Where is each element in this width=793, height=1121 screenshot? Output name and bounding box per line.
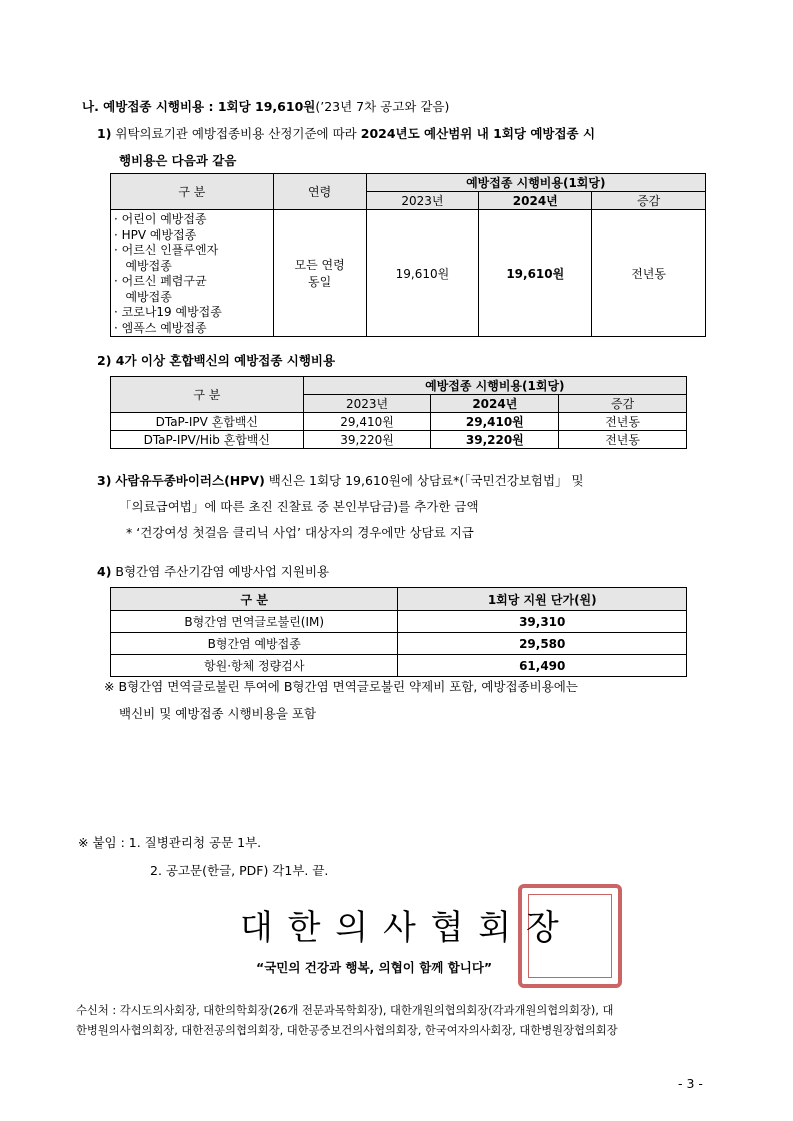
value-change: 전년동 <box>559 413 687 431</box>
item3-text-bold: 사람유두종바이러스(HPV) <box>115 473 265 488</box>
item-name: B형간염 면역글로불린(IM) <box>111 611 398 633</box>
age-cell <box>273 210 366 337</box>
table-row <box>111 413 687 431</box>
item1-text-bold: 2024년도 예산범위 내 1회당 예방접종 시 <box>360 126 596 141</box>
slogan: “국민의 건강과 행복, 의협이 함께 합니다” <box>256 960 493 975</box>
item-price: 29,580 <box>398 633 687 655</box>
item1-line2: 행비용은 다음과 같음 <box>119 153 237 168</box>
value-2024: 39,220원 <box>431 431 559 449</box>
table-row <box>111 655 687 677</box>
header-cost: 예방접종 시행비용(1회당) <box>366 174 705 192</box>
header-category: 구 분 <box>111 588 398 611</box>
item4-text: B형간염 주산기감염 예방사업 지원비용 <box>115 564 330 579</box>
item3-text: 백신은 1회당 19,610원에 상담료*(「국민건강보험법」 및 <box>268 473 584 488</box>
value-2024: 19,610원 <box>479 210 592 337</box>
list-item: · 어르신 인플루엔자 <box>114 243 219 257</box>
table-row <box>111 611 687 633</box>
header-2024: 2024년 <box>431 395 559 413</box>
footnote-line2: 백신비 및 예방접종 시행비용을 포함 <box>119 706 317 721</box>
footnote-line1: ※ B형간염 면역글로불린 투여에 B형간염 면역글로불린 약제비 포함, 예방접종비용에는 <box>104 679 578 694</box>
vaccine-list <box>111 210 274 337</box>
attachment-line1: ※ 붙임 : 1. 질병관리청 공문 1부. <box>78 835 262 850</box>
item-name: B형간염 예방접종 <box>111 633 398 655</box>
value-2023: 39,220원 <box>303 431 431 449</box>
list-item: 예방접종 <box>114 289 172 304</box>
item3-line2: 「의료급여법」에 따른 초진 진찰료 중 본인부담금)를 추가한 금액 <box>119 499 479 514</box>
value-2023: 29,410원 <box>303 413 431 431</box>
item-price: 61,490 <box>398 655 687 677</box>
header-price: 1회당 지원 단가(원) <box>398 588 687 611</box>
age-line2: 동일 <box>308 275 332 289</box>
value-change: 전년동 <box>592 210 706 337</box>
list-item: · HPV 예방접종 <box>114 227 197 242</box>
vaccine-name: DTaP-IPV 혼합백신 <box>111 413 304 431</box>
recipients <box>76 1001 618 1041</box>
item3-line1 <box>97 471 584 489</box>
value-change: 전년동 <box>559 431 687 449</box>
page-number: - 3 - <box>678 1076 703 1091</box>
list-item: · 코로나19 예방접종 <box>114 305 222 319</box>
hepb-cost-table <box>110 587 687 677</box>
header-cost: 예방접종 시행비용(1회당) <box>303 377 686 395</box>
list-item: 예방접종 <box>114 258 172 273</box>
vaccine-name: DTaP-IPV/Hib 혼합백신 <box>111 431 304 449</box>
recipients-line1: 수신처 : 각시도의사회장, 대한의학회장(26개 전문과목학회장), 대한개원의협의회장(각과개원의협의회장), 대 <box>76 1004 614 1017</box>
section-title-text: 나. 예방접종 시행비용 : 1회당 19,610원 <box>82 99 316 114</box>
item2-line <box>97 351 335 369</box>
header-2023: 2023년 <box>366 192 479 210</box>
list-item: · 어르신 폐렴구균 <box>114 274 207 288</box>
header-change: 증감 <box>592 192 706 210</box>
table-row <box>111 633 687 655</box>
age-line1: 모든 연령 <box>294 258 345 272</box>
section-title <box>82 97 449 115</box>
header-2024: 2024년 <box>479 192 592 210</box>
header-2023: 2023년 <box>303 395 431 413</box>
item1-number: 1) <box>97 126 112 141</box>
item-price: 39,310 <box>398 611 687 633</box>
header-age: 연령 <box>273 174 366 210</box>
table-row <box>111 431 687 449</box>
item1-line1 <box>97 124 595 142</box>
item4-number: 4) <box>97 564 112 579</box>
list-item: · 어린이 예방접종 <box>114 212 207 226</box>
item-name: 항원·항체 정량검사 <box>111 655 398 677</box>
item2-number: 2) <box>97 353 112 368</box>
item2-text: 4가 이상 혼합백신의 예방접종 시행비용 <box>115 353 336 368</box>
header-category: 구 분 <box>111 377 304 413</box>
item4-line <box>97 562 329 580</box>
attachment-line2: 2. 공고문(한글, PDF) 각1부. 끝. <box>150 863 329 878</box>
list-item: · 엠폭스 예방접종 <box>114 320 207 335</box>
combo-vaccine-table <box>110 376 687 449</box>
item1-text: 위탁의료기관 예방접종비용 산정기준에 따라 <box>115 126 357 141</box>
cost-table-2024 <box>110 173 706 337</box>
value-2023: 19,610원 <box>366 210 479 337</box>
item3-number: 3) <box>97 473 112 488</box>
value-2024: 29,410원 <box>431 413 559 431</box>
header-change: 증감 <box>559 395 687 413</box>
section-title-note: (’23년 7차 공고와 같음) <box>315 99 450 114</box>
association-president: 대 한 의 사 협 회 장 <box>240 908 561 948</box>
recipients-line2: 한병원의사협의회장, 대한전공의협의회장, 대한공중보건의사협의회장, 한국여자의사회장, 대한병원장협의회장 <box>76 1024 618 1037</box>
item3-note: * ‘건강여성 첫걸음 클리닉 사업’ 대상자의 경우에만 상담료 지급 <box>126 525 474 540</box>
header-category: 구 분 <box>111 174 274 210</box>
